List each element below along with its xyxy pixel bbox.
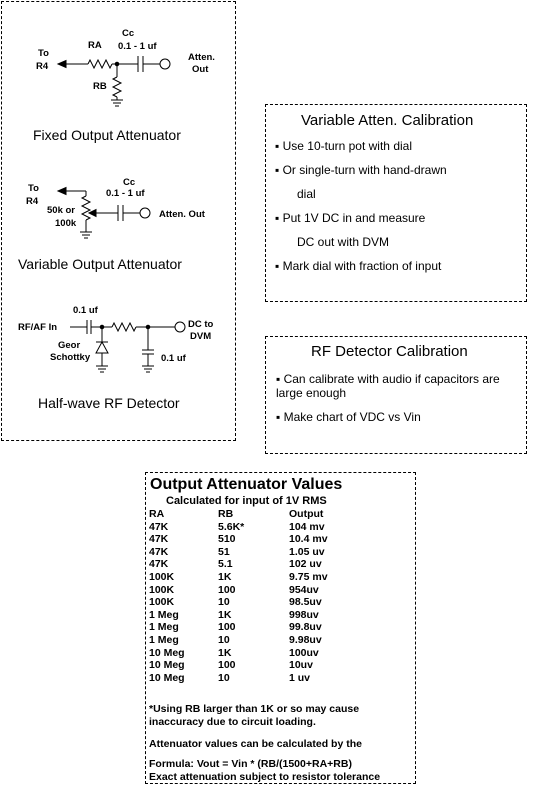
table-row (149, 672, 328, 685)
cell-ra: 100K (149, 570, 175, 583)
cell-rb: 100 (218, 621, 236, 634)
cell-rb: 10 (218, 596, 230, 609)
cell-rb: 510 (218, 533, 236, 546)
cell-ra: 1 Meg (149, 633, 179, 646)
table-row (149, 521, 328, 534)
var-pot-value-2: 100k (55, 218, 77, 229)
table-row (149, 546, 328, 559)
table-row (149, 647, 328, 660)
cell-ra: 10 Meg (149, 659, 185, 672)
cell-output: 104 mv (289, 520, 325, 533)
var-to-label: To (28, 183, 39, 194)
cell-ra: 47K (149, 558, 169, 571)
table-subtitle: Calculated for input of 1V RMS (166, 495, 327, 507)
variable-caption: Variable Output Attenuator (18, 256, 182, 272)
calibration-title: Variable Atten. Calibration (301, 112, 474, 129)
cell-output: 10uv (289, 659, 313, 672)
cell-ra: 10 Meg (149, 646, 185, 659)
table-note (149, 703, 359, 729)
cell-rb: 1K (218, 646, 232, 659)
header-rb: RB (218, 508, 234, 520)
cell-rb: 51 (218, 545, 230, 558)
table-row (149, 621, 328, 634)
table-row (149, 558, 328, 571)
list-item: ▪ Use 10-turn pot with dial (275, 139, 412, 153)
header-output: Output (289, 508, 324, 520)
cell-output: 9.98uv (289, 633, 322, 646)
list-item: ▪ Make chart of VDC vs Vin (276, 410, 421, 424)
cell-ra: 47K (149, 520, 169, 533)
det-diode-label: Geor (58, 340, 81, 351)
fixed-attenuator-circuit (58, 56, 170, 106)
fixed-cap-value: 0.1 - 1 uf (118, 41, 157, 52)
cell-output: 102 uv (289, 558, 322, 571)
table-row (149, 571, 328, 584)
cell-output: 99.8uv (289, 621, 322, 634)
fixed-r4-label: R4 (36, 61, 49, 72)
table-row (149, 609, 328, 622)
cell-rb: 10 (218, 671, 230, 684)
det-cap-bottom-label: 0.1 uf (161, 353, 186, 364)
cell-ra: 47K (149, 533, 169, 546)
note-line: inaccuracy due to circuit loading. (149, 716, 316, 728)
list-item-continued: dial (297, 187, 316, 201)
detector-caption: Half-wave RF Detector (38, 395, 180, 411)
cell-output: 954uv (289, 583, 319, 596)
det-diode-label-2: Schottky (50, 352, 91, 363)
fixed-ra-label: RA (88, 40, 102, 51)
fixed-rb-label: RB (93, 81, 107, 92)
cell-rb: 5.1 (218, 558, 233, 571)
fixed-cc-label: Cc (122, 28, 135, 39)
formula-note (149, 738, 380, 784)
cell-rb: 100 (218, 583, 236, 596)
var-atten-out-label: Atten. Out (159, 209, 205, 220)
cell-output: 998uv (289, 608, 319, 621)
list-item-continued: DC out with DVM (297, 235, 390, 249)
cell-rb: 1K (218, 570, 232, 583)
var-cap-value: 0.1 - 1 uf (106, 188, 145, 199)
note-line: Exact attenuation subject to resistor tolerance (149, 771, 381, 783)
var-pot-value: 50k or (47, 205, 75, 216)
table-row (149, 596, 328, 609)
table-header-row (149, 508, 328, 521)
note-line: *Using RB larger than 1K or so may cause (149, 703, 360, 715)
cell-output: 1 uv (289, 671, 311, 684)
det-dc-label: DC to (188, 319, 214, 330)
fixed-atten-label: Atten. (188, 52, 215, 63)
calibration-list (275, 134, 447, 278)
cell-ra: 100K (149, 583, 175, 596)
cell-ra: 1 Meg (149, 608, 179, 621)
var-r4-label: R4 (26, 196, 39, 207)
list-item: ▪ Put 1V DC in and measure (275, 211, 426, 225)
cell-ra: 1 Meg (149, 621, 179, 634)
header-ra: RA (149, 508, 165, 520)
det-dvm-label: DVM (190, 331, 212, 342)
cell-output: 1.05 uv (289, 545, 325, 558)
cell-output: 100uv (289, 646, 319, 659)
cell-rb: 1K (218, 608, 232, 621)
attenuator-table (149, 508, 328, 684)
cell-output: 10.4 mv (289, 533, 328, 546)
list-item: ▪ Or single-turn with hand-drawn (275, 163, 447, 177)
rf-detector-circuit (70, 320, 185, 372)
rf-calibration-list (276, 372, 526, 424)
table-row (149, 584, 328, 597)
fixed-caption: Fixed Output Attenuator (33, 127, 181, 143)
cell-rb: 10 (218, 633, 230, 646)
note-line: Attenuator values can be calculated by the (149, 738, 362, 750)
cell-output: 98.5uv (289, 596, 322, 609)
table-row (149, 634, 328, 647)
det-input-label: RF/AF In (18, 322, 58, 333)
cell-ra: 47K (149, 545, 169, 558)
formula-line: Formula: Vout = Vin * (RB/(1500+RA+RB) (149, 758, 352, 770)
cell-ra: 100K (149, 596, 175, 609)
rf-calibration-title: RF Detector Calibration (311, 343, 468, 360)
list-item: ▪ Mark dial with fraction of input (275, 259, 442, 273)
cell-output: 9.75 mv (289, 570, 328, 583)
table-title: Output Attenuator Values (150, 476, 343, 493)
cell-rb: 5.6K* (218, 520, 245, 533)
table-row (149, 659, 328, 672)
det-cap-top-label: 0.1 uf (73, 305, 98, 316)
var-cc-label: Cc (123, 177, 136, 188)
cell-rb: 100 (218, 659, 236, 672)
list-item: ▪ Can calibrate with audio if capacitors are large enough (276, 372, 500, 400)
cell-ra: 10 Meg (149, 671, 185, 684)
fixed-out-label: Out (192, 64, 209, 75)
fixed-to-label: To (38, 48, 49, 59)
table-row (149, 533, 328, 546)
